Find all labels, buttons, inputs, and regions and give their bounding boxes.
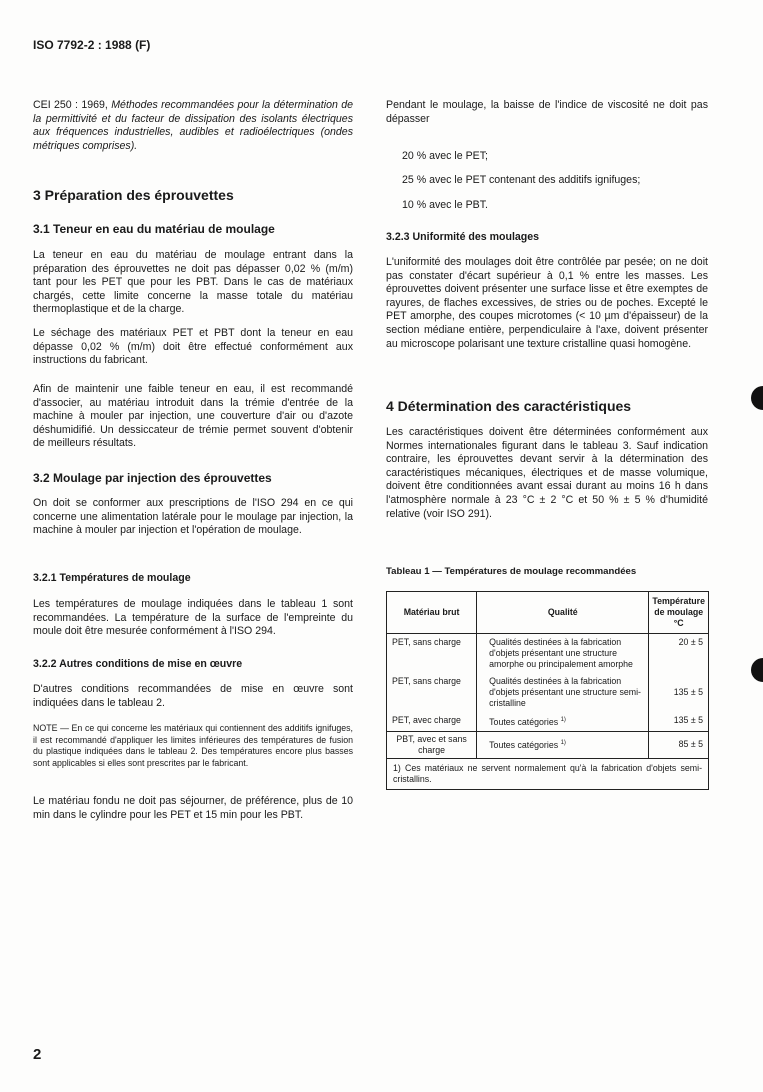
reference-cei-250 [33,99,353,153]
table-footnote-row [387,758,709,789]
table-cell: 85 ± 5 [649,731,709,758]
table-1 [386,591,709,790]
section-4-heading: 4 Détermination des caractéristiques [386,398,632,414]
table-caption: Tableau 1 — Températures de moulage recommandées [386,566,637,577]
footnote-mark: 1) [560,717,566,723]
paragraph: Le séchage des matériaux PET et PBT dont la teneur en eau dépasse 0,02 % (m/m) doit être effectué conformément aux instructions du fabricant. [33,327,353,367]
section-3-1-heading: 3.1 Teneur en eau du matériau de moulage [33,222,275,236]
table-cell [477,731,649,758]
paragraph: Le matériau fondu ne doit pas séjourner, de préférence, plus de 10 min dans le cylindre pour les PET et 15 min pour les PBT. [33,795,353,821]
table-cell: Qualités destinées à la fabrication d'objets présentant une structure amorphe ou principalement amorphe [477,634,649,674]
document-header: ISO 7792-2 : 1988 (F) [33,38,151,52]
list-item: 10 % avec le PBT. [402,199,488,211]
list-item: 25 % avec le PET contenant des additifs ignifuges; [402,174,641,186]
table-cell: 135 ± 5 [649,712,709,731]
reference-title: Méthodes recommandées pour la détermination de la permittivité et du facteur de dissipation des isolants électriques aux fréquences industrielles, audibles et radioélectriques (ondes métriques comprises). [33,99,353,152]
table-row [387,673,709,712]
table-cell [477,712,649,731]
table-cell: PBT, avec et sans charge [387,731,477,758]
reference-id: CEI 250 : 1969, [33,99,112,111]
table-row [387,712,709,731]
list-item: 20 % avec le PET; [402,150,488,162]
paragraph: La teneur en eau du matériau de moulage entrant dans la préparation des éprouvettes ne doit pas dépasser 0,02 % (m/m) tant pour les PET que pour les PBT. Dans le cas de matériaux chargés, cette limite concerne la masse totale du matériau thermoplastique et de la charge. [33,249,353,316]
table-cell: PET, avec charge [387,712,477,731]
page-number: 2 [33,1046,42,1063]
section-3-2-2-heading: 3.2.2 Autres conditions de mise en œuvre [33,658,243,670]
paragraph: Pendant le moulage, la baisse de l'indice de viscosité ne doit pas dépasser [386,99,708,125]
table-row [387,634,709,674]
footnote-mark: 1) [560,740,566,747]
note: NOTE — En ce qui concerne les matériaux qui contiennent des additifs ignifuges, il est recommandé d'appliquer les limites inférieures des températures de fusion du plastique indiquées dans le tableau 2. Des températures encore plus basses sont applicables si elles sont prescrites par le fabricant. [33,723,353,768]
column-header: Matériau brut [387,592,477,634]
paragraph: D'autres conditions recommandées de mise en œuvre sont indiquées dans le tableau 2. [33,683,353,709]
binding-hole-mark [751,658,763,682]
table-cell: 20 ± 5 [649,634,709,674]
table-cell: 135 ± 5 [649,673,709,712]
table-header-row [387,592,709,634]
paragraph: Les températures de moulage indiquées dans le tableau 1 sont recommandées. La température de la surface de l'empreinte du moule doit être mesurée conformément à l'ISO 294. [33,598,353,638]
paragraph: L'uniformité des moulages doit être contrôlée par pesée; on ne doit pas constater d'écart supérieur à 0,1 % entre les masses. Les éprouvettes doivent présenter une surface lisse et être exemptes de rayures, de flaches excessives, de stries ou de poches. Excepté le PET amorphe, des coupes microtomes (< 10 µm d'épaisseur) de la section médiane entière, perpendiculaire à l'axe, doivent présenter au microscope polarisant une texture cristalline quasi homogène. [386,256,708,350]
paragraph: Les caractéristiques doivent être déterminées conformément aux Normes internationales figurant dans le tableau 3. Sauf indication contraire, les éprouvettes devant servir à la détermination des caractéristiques mécaniques, électriques et de masse volumique, doivent être conditionnées avant essai durant au moins 16 h dans l'atmosphère normale à 23 °C ± 2 °C et 50 % ± 5 % d'humidité relative (voir ISO 291). [386,426,708,520]
column-header: Température de moulage °C [649,592,709,634]
section-3-2-1-heading: 3.2.1 Températures de moulage [33,572,191,584]
section-3-heading: 3 Préparation des éprouvettes [33,187,234,203]
column-header: Qualité [477,592,649,634]
table-row [387,731,709,758]
paragraph: Afin de maintenir une faible teneur en eau, il est recommandé d'associer, au matériau introduit dans la trémie d'entrée de la machine à mouler par injection, une couverture d'air ou d'azote déshumidifié. Un dessiccateur de trémie permet souvent d'obtenir de meilleurs résultats. [33,383,353,450]
cell-text: Toutes catégories [489,716,559,727]
table-cell: PET, sans charge [387,634,477,674]
table-cell: Qualités destinées à la fabrication d'objets présentant une structure semi-cristalline [477,673,649,712]
cell-text: Toutes catégories [489,740,559,751]
paragraph: On doit se conformer aux prescriptions de l'ISO 294 en ce qui concerne une alimentation latérale pour le moulage par injection, la machine à mouler par injection et l'opération de moulage. [33,497,353,537]
section-3-2-3-heading: 3.2.3 Uniformité des moulages [386,231,540,243]
binding-hole-mark [751,386,763,410]
table-cell: PET, sans charge [387,673,477,712]
table-footnote: 1) Ces matériaux ne servent normalement qu'à la fabrication d'objets semi-cristallins. [387,758,709,789]
section-3-2-heading: 3.2 Moulage par injection des éprouvettes [33,471,272,485]
